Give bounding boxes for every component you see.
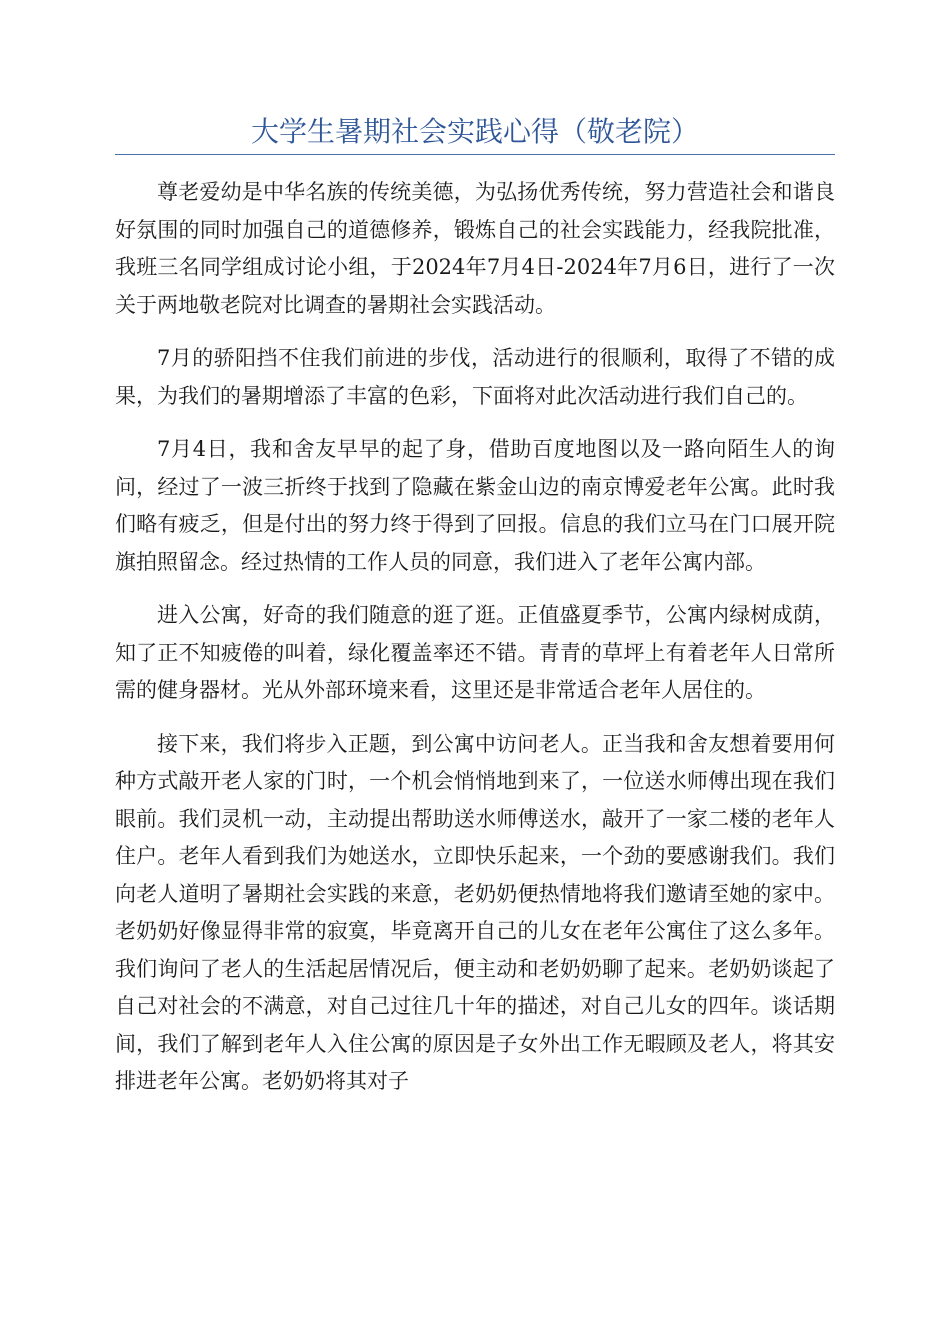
paragraph-4: 进入公寓，好奇的我们随意的逛了逛。正值盛夏季节，公寓内绿树成荫，知了正不知疲倦的叫着，绿化覆盖率还不错。青青的草坪上有着老年人日常所需的健身器材。光从外部环境来看，这里还是非常适合老年人居住的。 (115, 603, 835, 702)
document-body (115, 174, 835, 1117)
paragraph-1: 尊老爱幼是中华名族的传统美德，为弘扬优秀传统，努力营造社会和谐良好氛围的同时加强自己的道德修养，锻炼自己的社会实践能力，经我院批准，我班三名同学组成讨论小组，于2024年7月4日-2024年7月6日，进行了一次关于两地敬老院对比调查的暑期社会实践活动。 (115, 180, 835, 317)
paragraph-3: 7月4日，我和舍友早早的起了身，借助百度地图以及一路向陌生人的询问，经过了一波三折终于找到了隐藏在紫金山边的南京博爱老年公寓。此时我们略有疲乏，但是付出的努力终于得到了回报。信息的我们立马在门口展开院旗拍照留念。经过热情的工作人员的同意，我们进入了老年公寓内部。 (115, 437, 835, 574)
paragraph-2: 7月的骄阳挡不住我们前进的步伐，活动进行的很顺利，取得了不错的成果，为我们的暑期增添了丰富的色彩，下面将对此次活动进行我们自己的。 (115, 346, 835, 408)
page-title: 大学生暑期社会实践心得（敬老院） (250, 115, 699, 148)
paragraph-5: 接下来，我们将步入正题，到公寓中访问老人。正当我和舍友想着要用何种方式敲开老人家的门时，一个机会悄悄地到来了，一位送水师傅出现在我们眼前。我们灵机一动，主动提出帮助送水师傅送水，敲开了一家二楼的老年人住户。老年人看到我们为她送水，立即快乐起来，一个劲的要感谢我们。我们向老人道明了暑期社会实践的来意，老奶奶便热情地将我们邀请至她的家中。老奶奶好像显得非常的寂寞，毕竟离开自己的儿女在老年公寓住了这么多年。我们询问了老人的生活起居情况后，便主动和老奶奶聊了起来。老奶奶谈起了自己对社会的不满意，对自己过往几十年的描述，对自己儿女的四年。谈话期间，我们了解到老年人入住公寓的原因是子女外出工作无暇顾及老人，将其安排进老年公寓。老奶奶将其对子 (115, 731, 835, 1093)
title-underline (115, 154, 835, 155)
